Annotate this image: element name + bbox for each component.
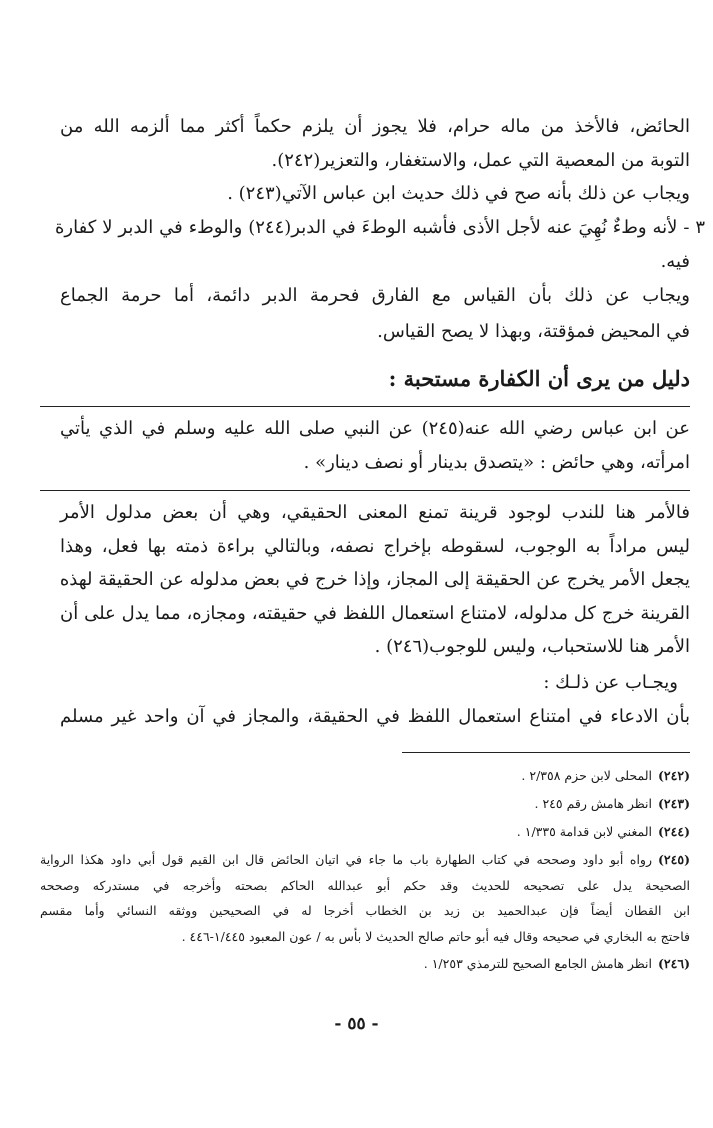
body-line: عن ابن عباس رضي الله عنه(٢٤٥) عن النبي صلى الله عليه وسلم في الذي يأتي <box>60 418 690 439</box>
body-line: ويجاب عن ذلك بأن القياس مع الفارق فحرمة الدبر دائمة، أما حرمة الجماع <box>60 285 690 306</box>
footnote-number: (٢٤٥) <box>658 852 690 867</box>
page-number: - ٥٥ - <box>334 1014 379 1034</box>
footnote <box>60 956 690 971</box>
body-line: التوبة من المعصية التي عمل، والاستغفار، والتعزير(٢٤٢). <box>271 150 690 171</box>
footnote-number: (٢٤٤) <box>658 824 690 839</box>
body-line: فيه. <box>660 251 690 272</box>
divider <box>40 490 690 491</box>
body-line: في المحيض فمؤقتة، وبهذا لا يصح القياس. <box>377 321 690 342</box>
footnote-number: (٢٤٢) <box>658 768 690 783</box>
footnote-number: (٢٤٣) <box>658 796 690 811</box>
footnote-text: المحلى لابن حزم ٢/٣٥٨ . <box>521 768 652 783</box>
body-line: يجعل الأمر يخرج عن الحقيقة إلى المجاز، وإذا خرج في بعض مدلوله عن الحقيقة لهذه <box>59 569 690 590</box>
body-line: القرينة خرج كل مدلوله، لامتناع استعمال اللفظ في حقيقته، ومجازه، مما يدل على أن <box>60 603 690 624</box>
body-line: فالأمر هنا للندب لوجود قرينة تمنع المعنى الحقيقي، وهي أن بعض مدلول الأمر <box>60 502 690 523</box>
footnote <box>60 796 690 811</box>
footnote-continuation: ابن القطان أيضاً فإن عبدالحميد بن زيد بن الخطاب أخرجا له في الصحيحين ووثقه النسائي وأما مقسم <box>40 903 690 918</box>
footnote <box>40 852 690 867</box>
divider <box>40 406 690 407</box>
body-line: امرأته، وهي حائض : «يتصدق بدينار أو نصف دينار» . <box>303 452 690 473</box>
footnote-text: المغني لابن قدامة ١/٣٣٥ . <box>516 824 652 839</box>
footnote <box>60 768 690 783</box>
footnote-text: رواه أبو داود وصححه في كتاب الطهارة باب ما جاء في اتيان الحائض قال ابن القيم قول أبي داود هكذا الرواية <box>40 852 652 867</box>
footnote-text: انظر هامش الجامع الصحيح للترمذي ١/٢٥٣ . <box>423 956 652 971</box>
footnote <box>60 824 690 839</box>
footnote-continuation: فاحتج به البخاري في صحيحه وقال فيه أبو حاتم صالح الحديث لا بأس به / عون المعبود ١/٤٤٥-٤٤٦ . <box>181 929 690 944</box>
footnote-separator <box>402 752 690 753</box>
body-line: ليس مراداً به الوجوب، لسقوطه بإخراج نصفه، وبالتالي براءة ذمته بها فعل، وهذا <box>60 536 690 557</box>
footnote-text: انظر هامش رقم ٢٤٥ . <box>534 796 652 811</box>
body-line: الأمر هنا للاستحباب، وليس للوجوب(٢٤٦) . <box>374 636 690 657</box>
footnote-continuation: الصحيحة يدل على تصحيحه للحديث وقد حكم أبو عبدالله الحاكم بصحته وأخرجه في مستدركه وصححه <box>40 878 690 893</box>
body-line: بأن الادعاء في امتناع استعمال اللفظ في الحقيقة، والمجاز في آن واحد غير مسلم <box>60 706 690 727</box>
body-line: الحائض، فالأخذ من ماله حرام، فلا يجوز أن يلزم حكماً أكثر مما ألزمه الله من <box>60 116 690 137</box>
body-line: ويجـاب عن ذلـك : <box>543 672 678 693</box>
body-line: ويجاب عن ذلك بأنه صح في ذلك حديث ابن عباس الآتي(٢٤٣) . <box>227 183 690 204</box>
section-heading: دليل من يرى أن الكفارة مستحبة : <box>388 366 690 391</box>
footnote-number: (٢٤٦) <box>658 956 690 971</box>
body-line: ٣ - لأنه وطءٌ نُهِيَ عنه لأجل الأذى فأشبه الوطءَ في الدبر(٢٤٤) والوطء في الدبر لا كفارة <box>55 217 705 238</box>
